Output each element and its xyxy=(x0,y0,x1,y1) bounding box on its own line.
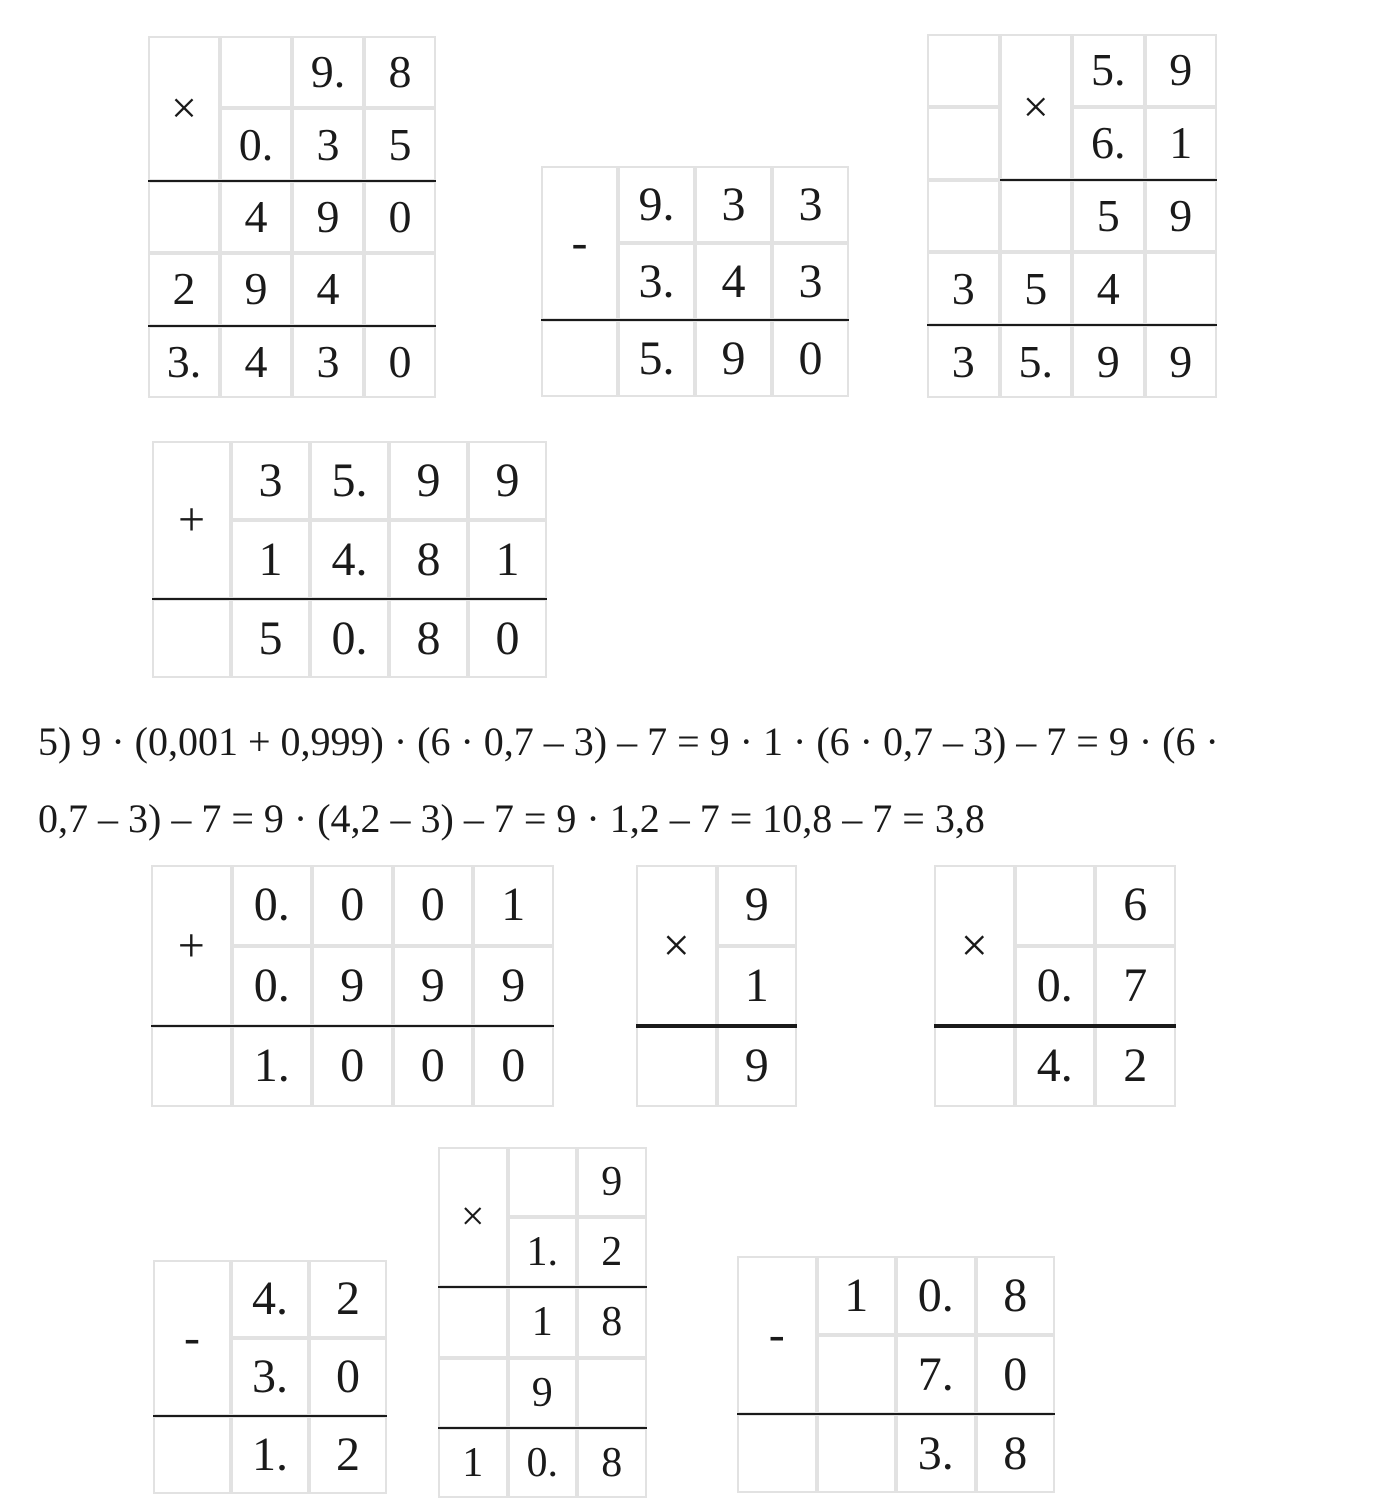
digit-cell: 1. xyxy=(508,1217,578,1287)
calc-mult-9.8-0.35 xyxy=(148,36,436,398)
digit-cell: 4 xyxy=(1072,252,1145,325)
digit-cell xyxy=(927,34,1000,107)
digit-cell: 0 xyxy=(468,599,547,678)
digit-cell: 1 xyxy=(231,520,310,599)
digit-cell: 9 xyxy=(468,441,547,520)
digit-cell: 9 xyxy=(389,441,468,520)
digit-cell: 5. xyxy=(310,441,389,520)
digit-cell xyxy=(541,320,618,397)
digit-cell: 1 xyxy=(1145,107,1218,180)
result-line xyxy=(438,1286,647,1288)
digit-cell: 5. xyxy=(1000,325,1073,398)
digit-cell: 9 xyxy=(508,1358,578,1428)
digit-cell: 1 xyxy=(508,1287,578,1357)
operator-sign: × xyxy=(1000,34,1073,180)
digit-cell: 5. xyxy=(1072,34,1145,107)
digit-cell xyxy=(1015,865,1096,946)
digit-cell xyxy=(152,599,231,678)
digit-cell: 2 xyxy=(577,1217,647,1287)
digit-cell: 3 xyxy=(292,326,364,398)
result-line xyxy=(153,1415,387,1417)
digit-cell: 9 xyxy=(1145,34,1218,107)
result-line xyxy=(934,1024,1176,1028)
operator-sign: - xyxy=(153,1260,231,1416)
digit-cell: 9 xyxy=(473,946,554,1027)
digit-cell: 1. xyxy=(231,1416,309,1494)
digit-cell xyxy=(927,180,1000,253)
digit-cell: 3 xyxy=(772,243,849,320)
operator-sign: + xyxy=(152,441,231,599)
digit-cell xyxy=(508,1147,578,1217)
operator-sign: × xyxy=(438,1147,508,1287)
digit-cell: 3 xyxy=(292,108,364,180)
operator-sign: - xyxy=(737,1256,817,1414)
digit-cell: 0 xyxy=(309,1338,387,1416)
digit-cell: 4. xyxy=(231,1260,309,1338)
digit-cell xyxy=(220,36,292,108)
digit-cell: 0. xyxy=(220,108,292,180)
digit-cell: 0 xyxy=(393,865,474,946)
result-line xyxy=(148,180,436,182)
digit-cell: 9 xyxy=(1145,180,1218,253)
calc-sub-4.2-3.0 xyxy=(153,1260,387,1494)
digit-cell: 5 xyxy=(364,108,436,180)
digit-cell: 6. xyxy=(1072,107,1145,180)
operator-sign: + xyxy=(151,865,232,1026)
digit-cell xyxy=(817,1335,897,1414)
digit-cell xyxy=(577,1358,647,1428)
digit-cell: 1. xyxy=(232,1026,313,1107)
digit-cell: 9 xyxy=(717,1026,798,1107)
calc-add-35.99-14.81 xyxy=(152,441,547,678)
digit-cell xyxy=(153,1416,231,1494)
digit-cell: 2 xyxy=(309,1260,387,1338)
blank-patch xyxy=(892,657,1118,687)
result-line xyxy=(148,325,436,327)
digit-cell: 4 xyxy=(220,181,292,253)
digit-cell xyxy=(934,1026,1015,1107)
digit-cell: 3. xyxy=(148,326,220,398)
result-line xyxy=(152,598,547,600)
digit-cell: 9 xyxy=(312,946,393,1027)
digit-cell: 2 xyxy=(1095,1026,1176,1107)
digit-cell: 1 xyxy=(717,946,798,1027)
digit-cell xyxy=(148,181,220,253)
calc-add-0.001-0.999 xyxy=(151,865,554,1107)
digit-cell: 9 xyxy=(695,320,772,397)
digit-cell: 9 xyxy=(717,865,798,946)
digit-cell: 0 xyxy=(312,865,393,946)
digit-cell: 8 xyxy=(976,1414,1056,1493)
digit-cell: 0 xyxy=(772,320,849,397)
digit-cell xyxy=(151,1026,232,1107)
result-line xyxy=(1000,179,1218,181)
digit-cell: 0. xyxy=(232,865,313,946)
digit-cell: 5 xyxy=(1072,180,1145,253)
result-line xyxy=(151,1025,554,1027)
digit-cell xyxy=(927,107,1000,180)
digit-cell: 1 xyxy=(473,865,554,946)
operator-sign: × xyxy=(148,36,220,181)
digit-cell: 4. xyxy=(1015,1026,1096,1107)
digit-cell: 8 xyxy=(389,599,468,678)
digit-cell: 3 xyxy=(695,166,772,243)
digit-cell: 0 xyxy=(364,181,436,253)
digit-cell: 0. xyxy=(1015,946,1096,1027)
result-line xyxy=(438,1427,647,1429)
digit-cell: 0. xyxy=(508,1428,578,1498)
digit-cell: 1 xyxy=(817,1256,897,1335)
digit-cell: 4 xyxy=(695,243,772,320)
digit-cell: 9. xyxy=(292,36,364,108)
result-line xyxy=(636,1024,797,1028)
problem5-line2: 0,7 – 3) – 7 = 9 · (4,2 – 3) – 7 = 9 · 1,2 – 7 = 10,8 – 7 = 3,8 xyxy=(38,796,985,841)
digit-cell: 8 xyxy=(577,1428,647,1498)
operator-sign: × xyxy=(636,865,717,1026)
result-line xyxy=(737,1413,1055,1415)
digit-cell: 0. xyxy=(896,1256,976,1335)
digit-cell: 9. xyxy=(618,166,695,243)
calc-sub-9.33-3.43 xyxy=(541,166,849,397)
digit-cell: 9 xyxy=(292,181,364,253)
digit-cell: 0. xyxy=(232,946,313,1027)
digit-cell: 6 xyxy=(1095,865,1176,946)
operator-sign: × xyxy=(934,865,1015,1026)
digit-cell: 3 xyxy=(927,252,1000,325)
digit-cell: 5 xyxy=(1000,252,1073,325)
digit-cell: 2 xyxy=(309,1416,387,1494)
digit-cell xyxy=(438,1287,508,1357)
digit-cell: 0. xyxy=(310,599,389,678)
calc-mult-5.9-6.1 xyxy=(927,34,1217,398)
digit-cell: 3 xyxy=(927,325,1000,398)
digit-cell: 1 xyxy=(438,1428,508,1498)
digit-cell: 9 xyxy=(1072,325,1145,398)
digit-cell xyxy=(817,1414,897,1493)
digit-cell: 0 xyxy=(312,1026,393,1107)
digit-cell: 4 xyxy=(220,326,292,398)
digit-cell: 3. xyxy=(618,243,695,320)
digit-cell: 0 xyxy=(393,1026,474,1107)
digit-cell xyxy=(1000,180,1073,253)
operator-sign: - xyxy=(541,166,618,320)
digit-cell: 0 xyxy=(976,1335,1056,1414)
calc-sub-10.8-7.0 xyxy=(737,1256,1055,1493)
digit-cell: 7 xyxy=(1095,946,1176,1027)
digit-cell: 1 xyxy=(468,520,547,599)
digit-cell: 5 xyxy=(231,599,310,678)
digit-cell: 9 xyxy=(393,946,474,1027)
digit-cell xyxy=(636,1026,717,1107)
digit-cell: 9 xyxy=(220,253,292,325)
digit-cell: 3 xyxy=(772,166,849,243)
digit-cell: 8 xyxy=(976,1256,1056,1335)
digit-cell: 0 xyxy=(473,1026,554,1107)
calc-mult-9-1.2 xyxy=(438,1147,647,1498)
result-line xyxy=(541,319,849,321)
digit-cell xyxy=(438,1358,508,1428)
digit-cell: 3. xyxy=(231,1338,309,1416)
digit-cell xyxy=(737,1414,817,1493)
digit-cell: 9 xyxy=(577,1147,647,1217)
digit-cell: 0 xyxy=(364,326,436,398)
digit-cell: 8 xyxy=(364,36,436,108)
digit-cell: 8 xyxy=(577,1287,647,1357)
digit-cell: 5. xyxy=(618,320,695,397)
digit-cell: 7. xyxy=(896,1335,976,1414)
digit-cell: 4. xyxy=(310,520,389,599)
digit-cell: 3. xyxy=(896,1414,976,1493)
digit-cell: 3 xyxy=(231,441,310,520)
digit-cell xyxy=(1145,252,1218,325)
calc-mult-6-0.7 xyxy=(934,865,1176,1107)
problem5-line1: 5) 9 · (0,001 + 0,999) · (6 · 0,7 – 3) – 7 = 9 · 1 · (6 · 0,7 – 3) – 7 = 9 · (6 · xyxy=(38,719,1219,764)
digit-cell xyxy=(364,253,436,325)
digit-cell: 2 xyxy=(148,253,220,325)
digit-cell: 9 xyxy=(1145,325,1218,398)
calc-mult-9-1 xyxy=(636,865,797,1107)
digit-cell: 4 xyxy=(292,253,364,325)
result-line xyxy=(927,324,1217,326)
digit-cell: 8 xyxy=(389,520,468,599)
